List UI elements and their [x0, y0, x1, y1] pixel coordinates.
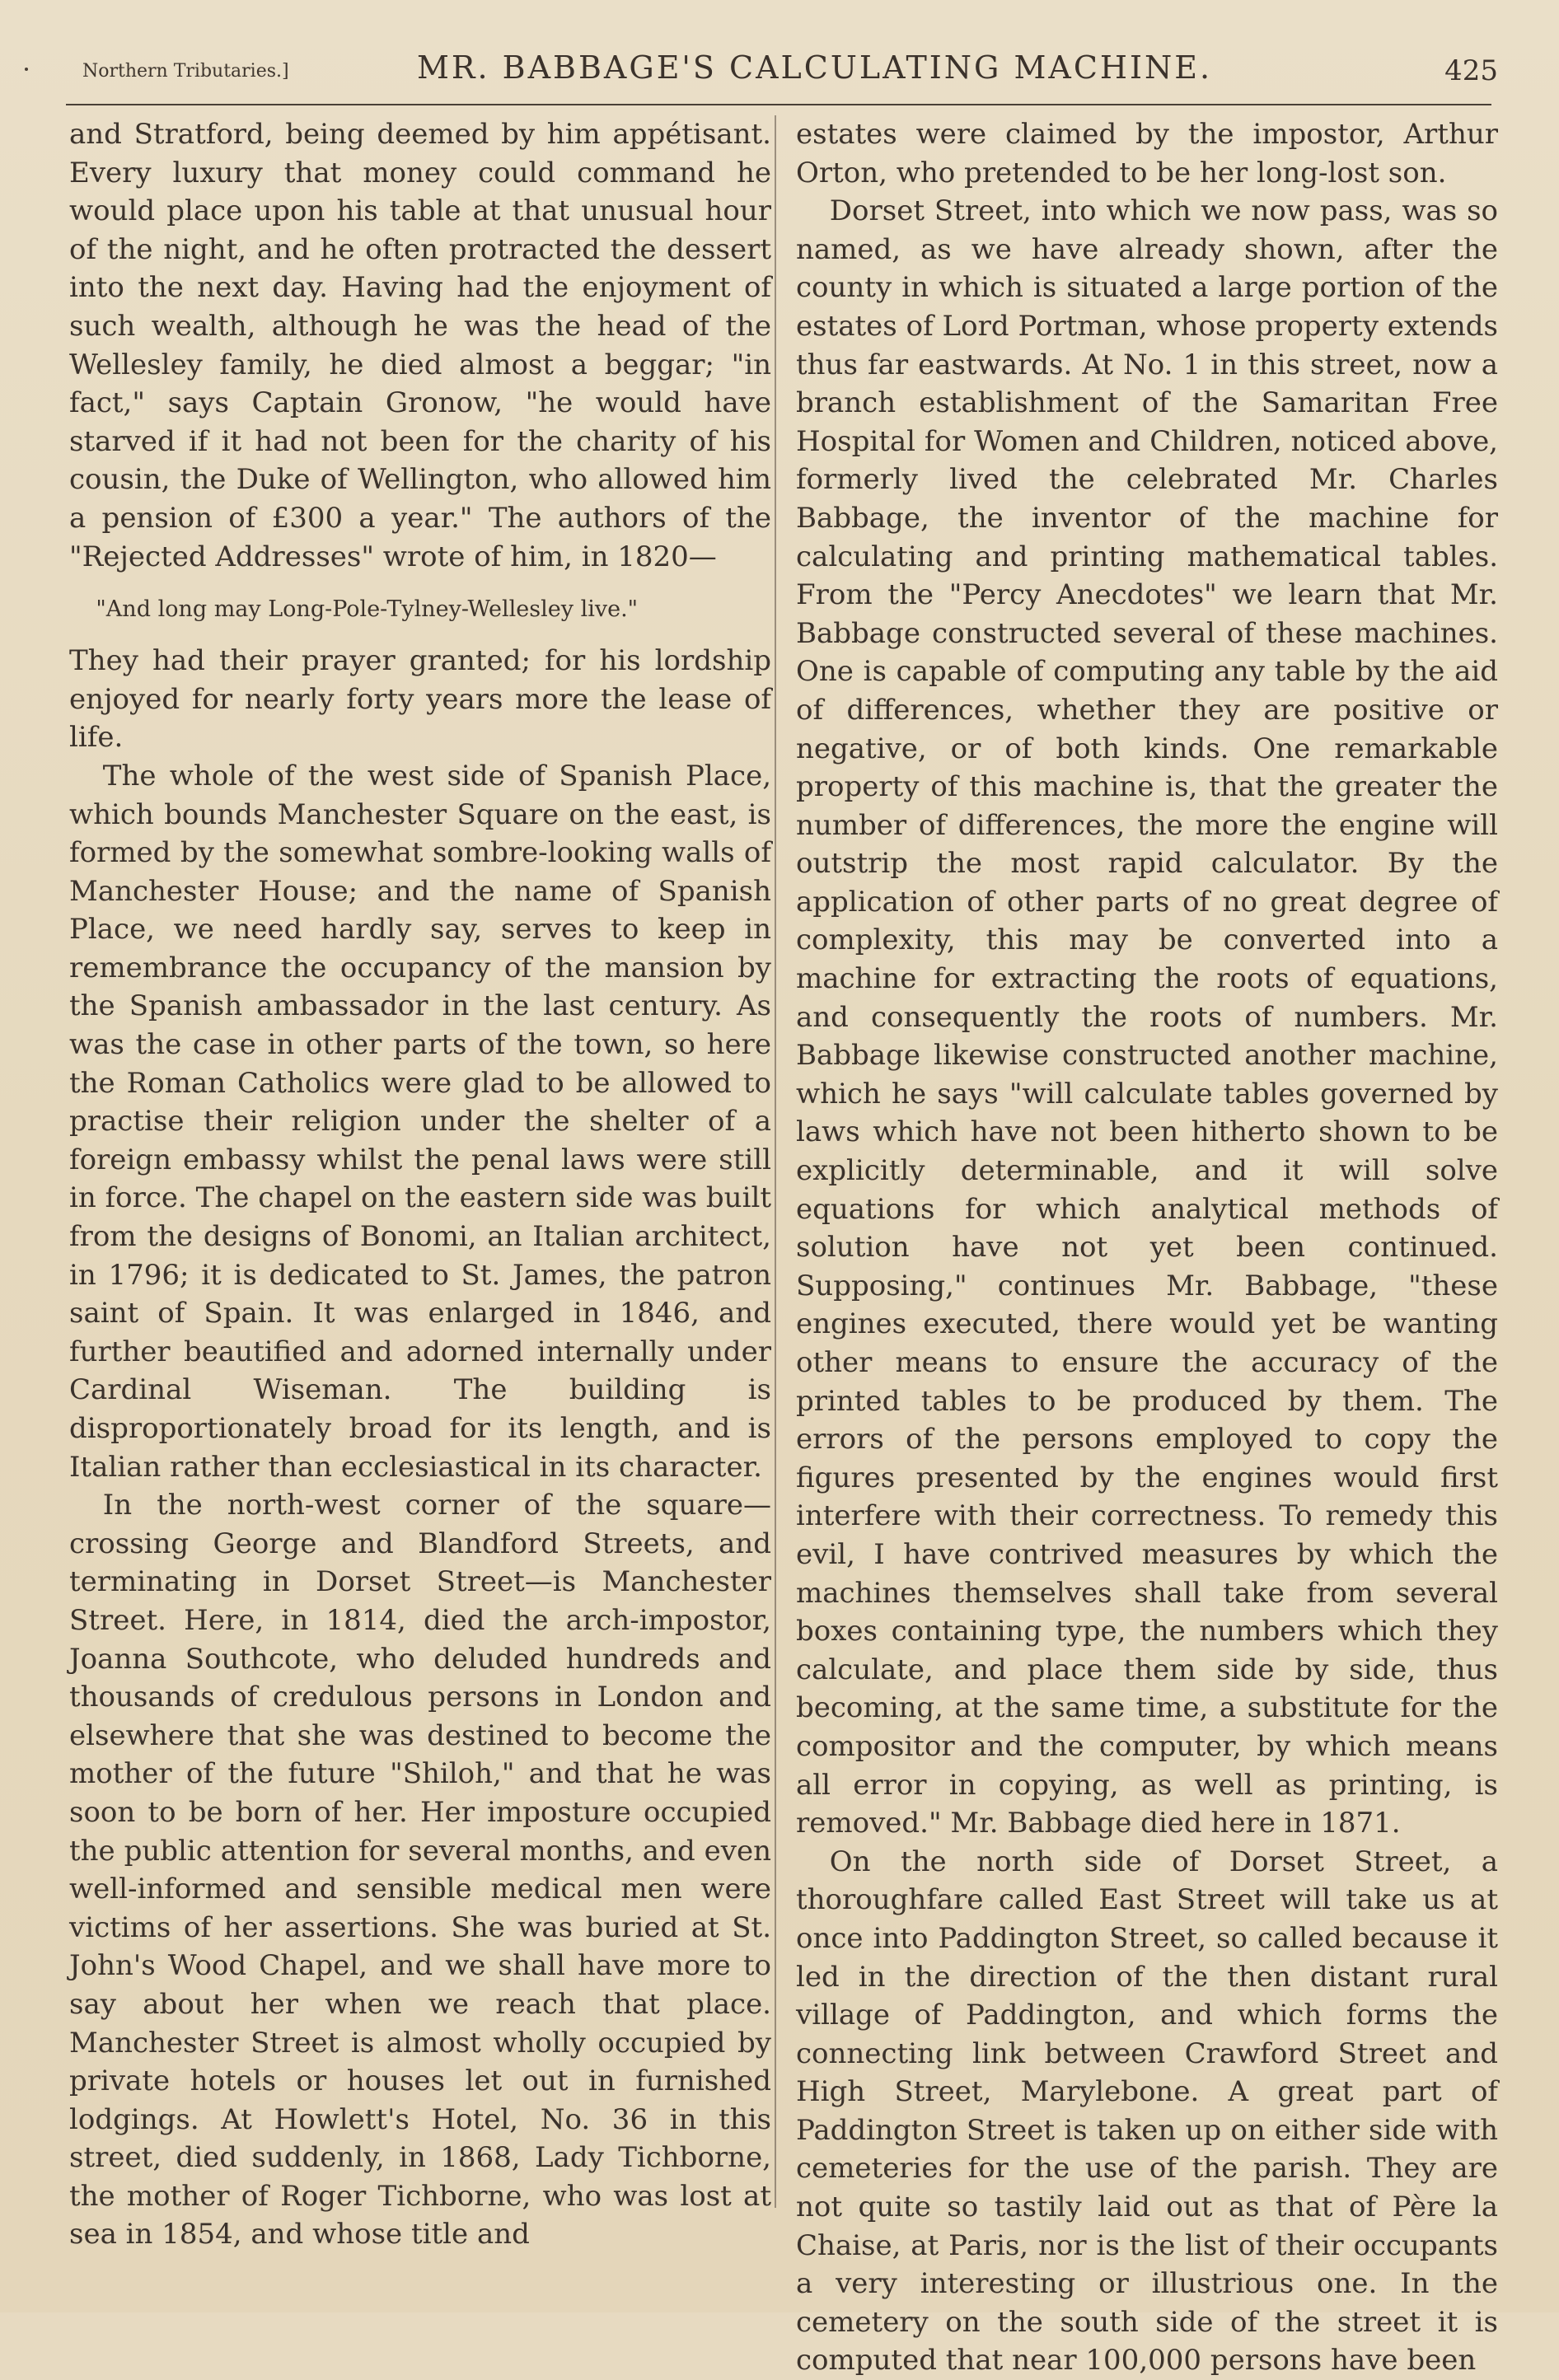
left-paragraph-1: and Stratford, being deemed by him appétisant. Every luxury that money could command he would place upon his table at that unusual hour of the night, and he often protracted the dessert into the next day. Having had the enjoyment of such wealth, although he was the head of the Wellesley family, he died almost a beggar; "in fact," says Captain Gronow, "he would have starved if it had not been for the charity of his cousin, the Duke of Wellington, who allowed him a pension of £300 a year." The authors of the "Rejected Addresses" wrote of him, in 1820— — [69, 118, 771, 573]
right-paragraph-2: Dorset Street, into which we now pass, was so named, as we have already shown, after the county in which is situated a large portion of the estates of Lord Portman, whose property extends thus far eastwards. At No. 1 in this street, now a branch establishment of the Samaritan Free Hospital for Women and Children, noticed above, formerly lived the celebrated Mr. Charles Babbage, the inventor of the machine for calculating and printing mathematical tables. From the "Percy Anecdotes" we learn that Mr. Babbage constructed several of these machines. One is capable of computing any table by the aid of differences, whether they are positive or negative, or of both kinds. One remarkable property of this machine is, that the greater the number of differences, the more the engine will outstrip the most rapid calculator. By the application of other parts of no great degree of complexity, this may be converted into a machine for extracting the roots of equations, and consequently the roots of numbers. Mr. Babbage likewise constructed another machine, which he says "will calculate tables governed by laws which have not been hitherto shown to be explicitly determinable, and it will solve equations for which analytical methods of solution have not yet been continued. Supposing," continues Mr. Babbage, "these engines executed, there would yet be wanting other means to ensure the accuracy of the printed tables to be produced by them. The errors of the persons employed to copy the figures presented by the engines would first interfere with their correctness. To remedy this evil, I have contrived measures by which the machines themselves shall take from several boxes containing type, the numbers which they calculate, and place them side by side, thus becoming, at the same time, a substitute for the compositor and the computer, by which means all error in copying, as well as printing, is removed." Mr. Babbage died here in 1871. — [796, 194, 1498, 1840]
header-rule — [66, 104, 1491, 105]
page-title: MR. BABBAGE'S CALCULATING MACHINE. — [417, 49, 1213, 86]
column-divider — [775, 115, 776, 2208]
running-header — [66, 49, 1516, 99]
left-paragraph-3: The whole of the west side of Spanish Place, which bounds Manchester Square on the east, is formed by the somewhat sombre-looking walls of Manchester House; and the name of Spanish Place, we need hardly say, serves to keep in remembrance the occupancy of the mansion by the Spanish ambassador in the last century. As was the case in other parts of the town, so here the Roman Catholics were glad to be allowed to practise their religion under the shelter of a foreign embassy whilst the penal laws were still in force. The chapel on the eastern side was built from the designs of Bonomi, an Italian architect, in 1796; it is dedicated to St. James, the patron saint of Spain. It was enlarged in 1846, and further beautified and adorned internally under Cardinal Wiseman. The building is disproportionately broad for its length, and is Italian rather than ecclesiastical in its character. — [69, 759, 771, 1484]
right-column — [796, 115, 1498, 2380]
verse-quote: "And long may Long-Pole-Tylney-Wellesley live." — [96, 596, 639, 623]
page-number: 425 — [1444, 54, 1498, 87]
margin-mark — [25, 68, 28, 71]
section-label: Northern Tributaries.] — [82, 61, 289, 82]
right-paragraph-3: On the north side of Dorset Street, a thoroughfare called East Street will take us at once into Paddington Street, so called because it led in the direction of the then distant rural village of Paddington, and which forms the connecting link between Crawford Street and High Street, Marylebone. A great part of Paddington Street is taken up on either side with cemeteries for the use of the parish. They are not quite so tastily laid out as that of Père la Chaise, at Paris, nor is the list of their occupants a very interesting or illustrious one. In the cemetery on the south side of the street it is computed that near 100,000 persons have been — [796, 1845, 1498, 2378]
left-column — [69, 115, 771, 2254]
right-paragraph-1: estates were claimed by the impostor, Arthur Orton, who pretended to be her long-lost son. — [796, 118, 1498, 189]
left-paragraph-2: They had their prayer granted; for his lordship enjoyed for nearly forty years more the lease of life. — [69, 644, 771, 755]
left-paragraph-4: In the north-west corner of the square—crossing George and Blandford Streets, and terminating in Dorset Street—is Manchester Street. Here, in 1814, died the arch-impostor, Joanna Southcote, who deluded hundreds and thousands of credulous persons in London and elsewhere that she was destined to become the mother of the future "Shiloh," and that he was soon to be born of her. Her imposture occupied the public attention for several months, and even well-informed and sensible medical men were victims of her assertions. She was buried at St. John's Wood Chapel, and we shall have more to say about her when we reach that place. Manchester Street is almost wholly occupied by private hotels or houses let out in furnished lodgings. At Howlett's Hotel, No. 36 in this street, died suddenly, in 1868, Lady Tichborne, the mother of Roger Tichborne, who was lost at sea in 1854, and whose title and — [69, 1489, 771, 2251]
